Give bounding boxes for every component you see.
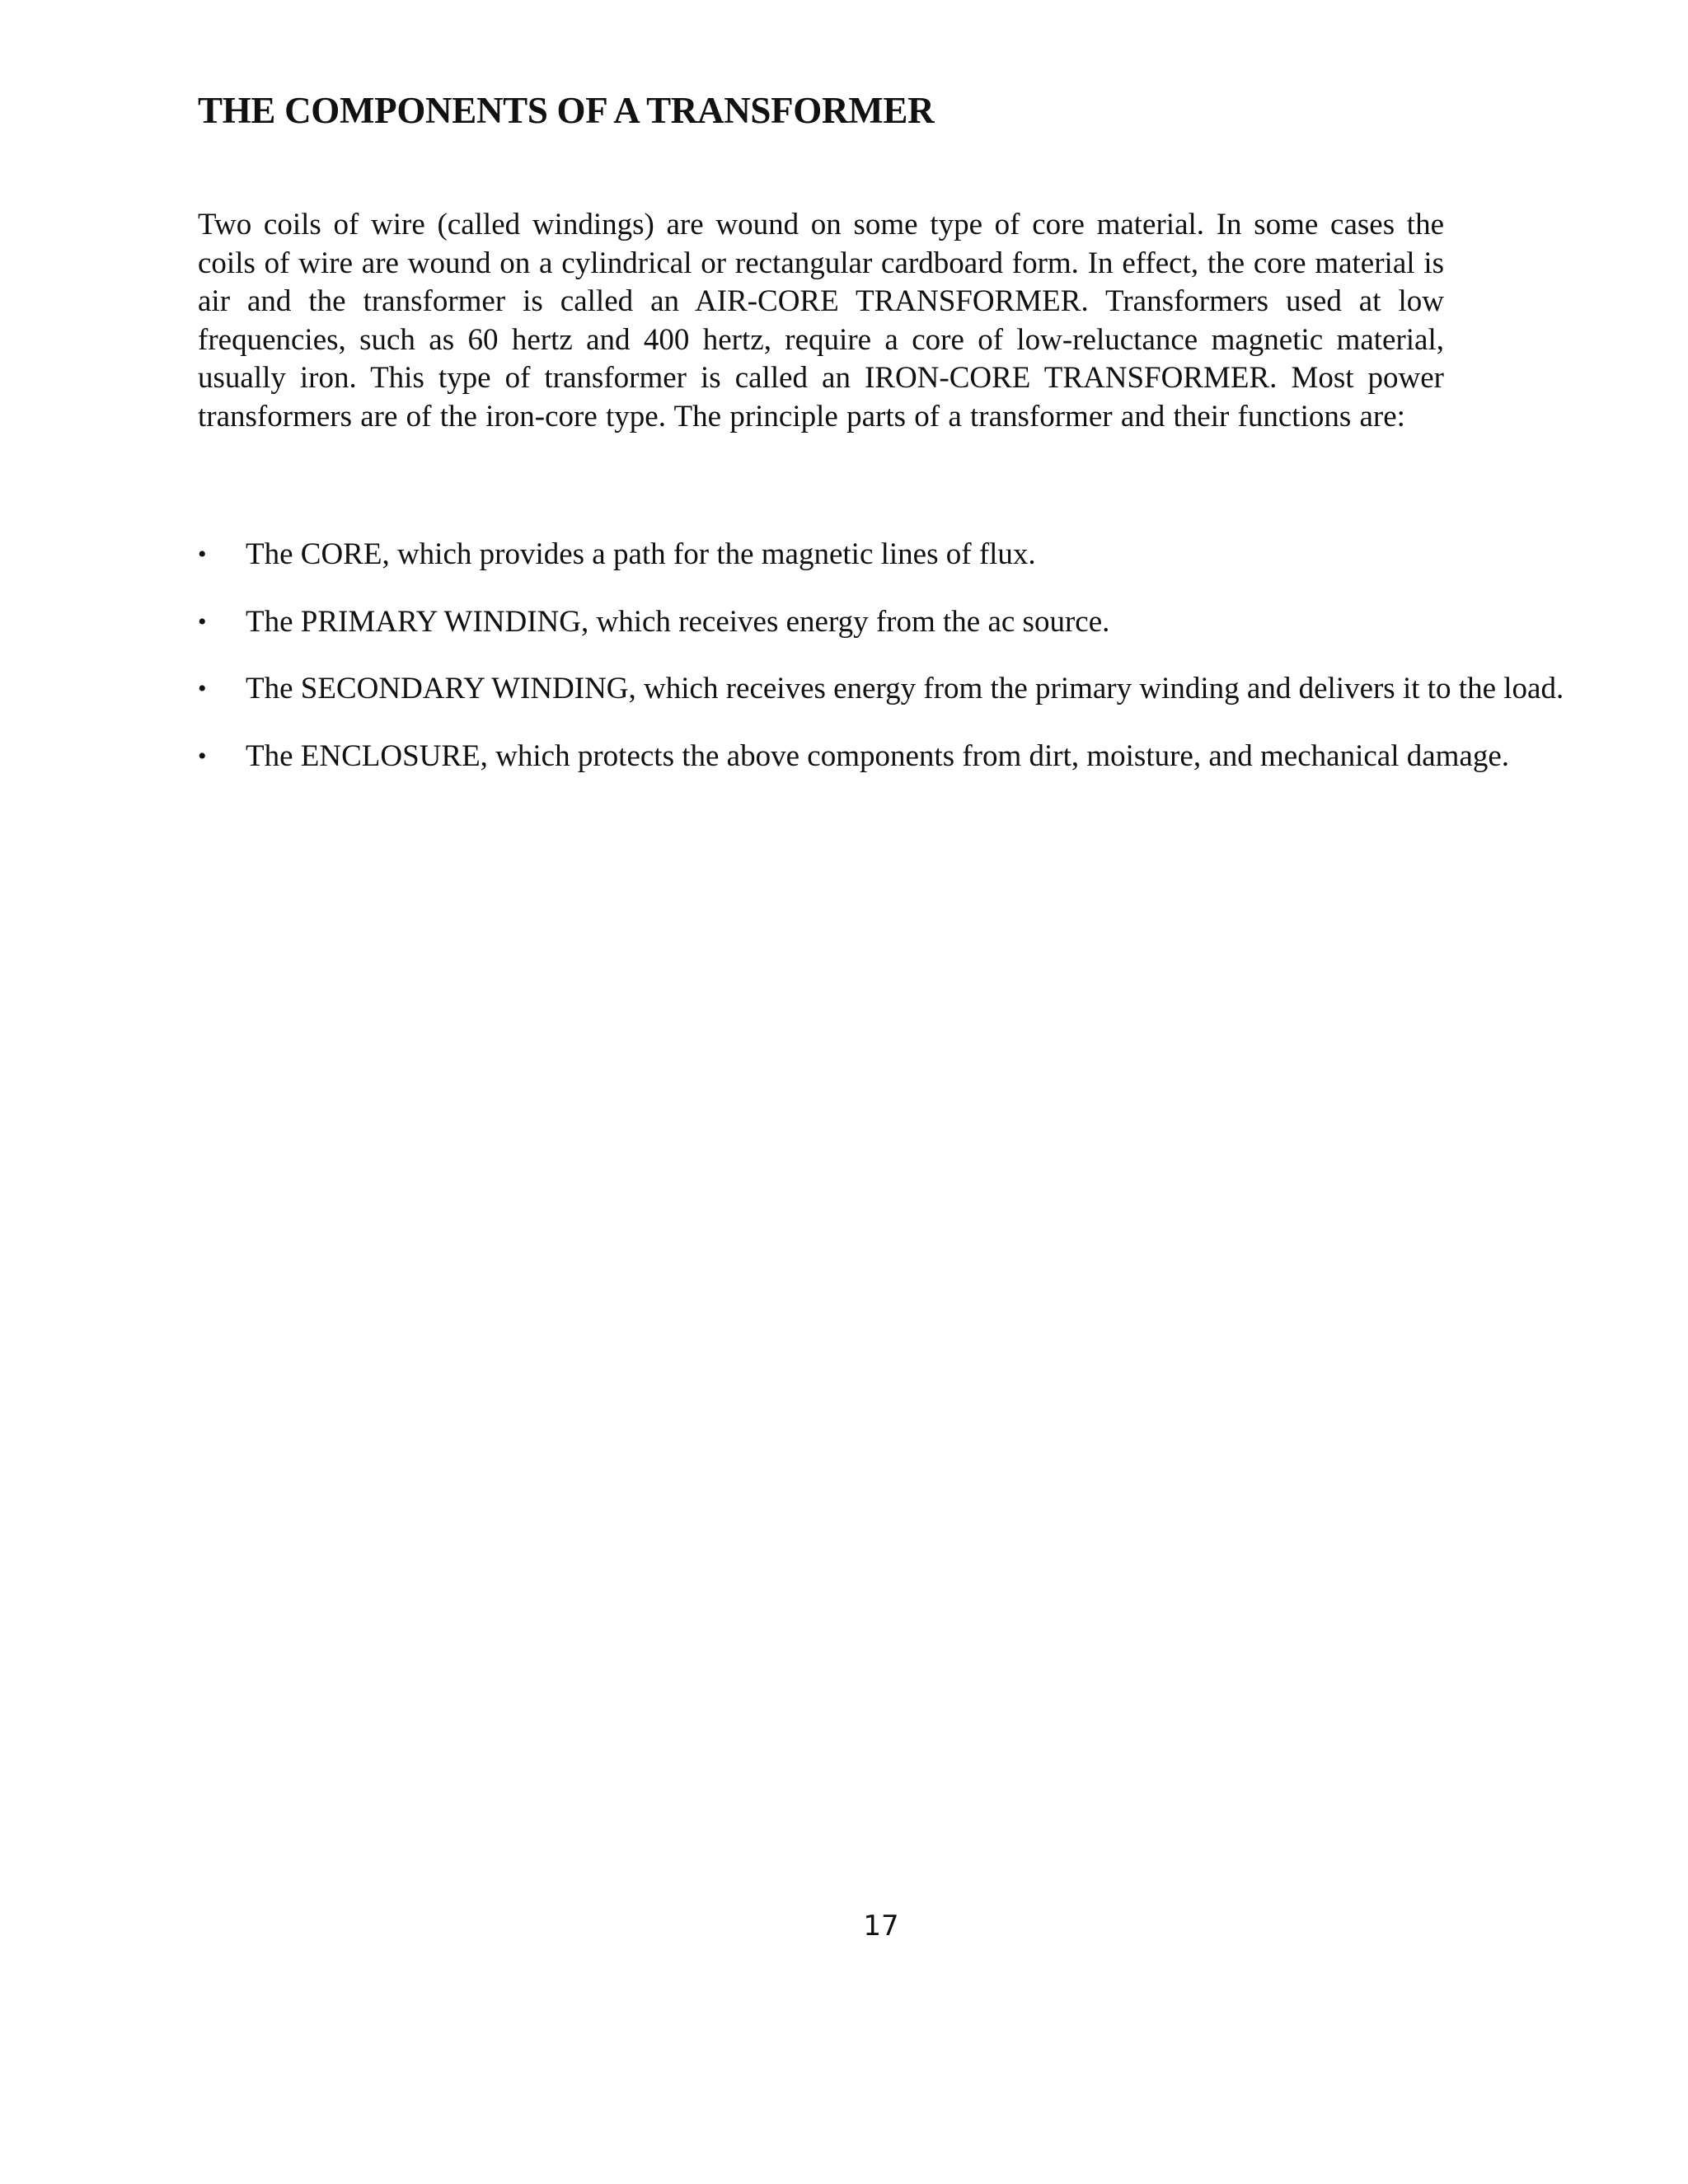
page-title: THE COMPONENTS OF A TRANSFORMER — [198, 90, 935, 131]
list-item-text: The CORE, which provides a path for the magnetic lines of flux. — [246, 537, 1036, 571]
list-item-text: The ENCLOSURE, which protects the above components from dirt, moisture, and mechanical damage. — [246, 738, 1510, 773]
bullet-icon: • — [198, 541, 207, 568]
bullet-icon: • — [198, 607, 207, 635]
list-item-primary-winding — [198, 603, 1566, 642]
page-number: 17 — [863, 1910, 899, 1943]
components-list — [198, 536, 1566, 804]
list-item-core — [198, 536, 1566, 574]
list-item-text: The SECONDARY WINDING, which receives energy from the primary winding and delivers it to the load. — [246, 672, 1564, 705]
intro-paragraph: Two coils of wire (called windings) are wound on some type of core material. In some cases the coils of wire are wound on a cylindrical or rectangular cardboard form. In effect, the core material is air and the transformer is called an AIR-CORE TRANSFORMER. Transformers used at low frequencies, such as 60 hertz and 400 hertz, require a core of low-reluctance magnetic material, usually iron. This type of transformer is called an IRON-CORE TRANSFORMER. Most power transformers are of the iron-core type. The principle parts of a transformer and their functions are: — [198, 208, 1444, 434]
list-item-text: The PRIMARY WINDING, which receives energy from the ac source. — [246, 604, 1110, 639]
bullet-icon: • — [198, 742, 207, 770]
list-item-secondary-winding — [198, 670, 1566, 709]
list-item-enclosure — [198, 738, 1566, 776]
bullet-icon: • — [198, 675, 207, 702]
